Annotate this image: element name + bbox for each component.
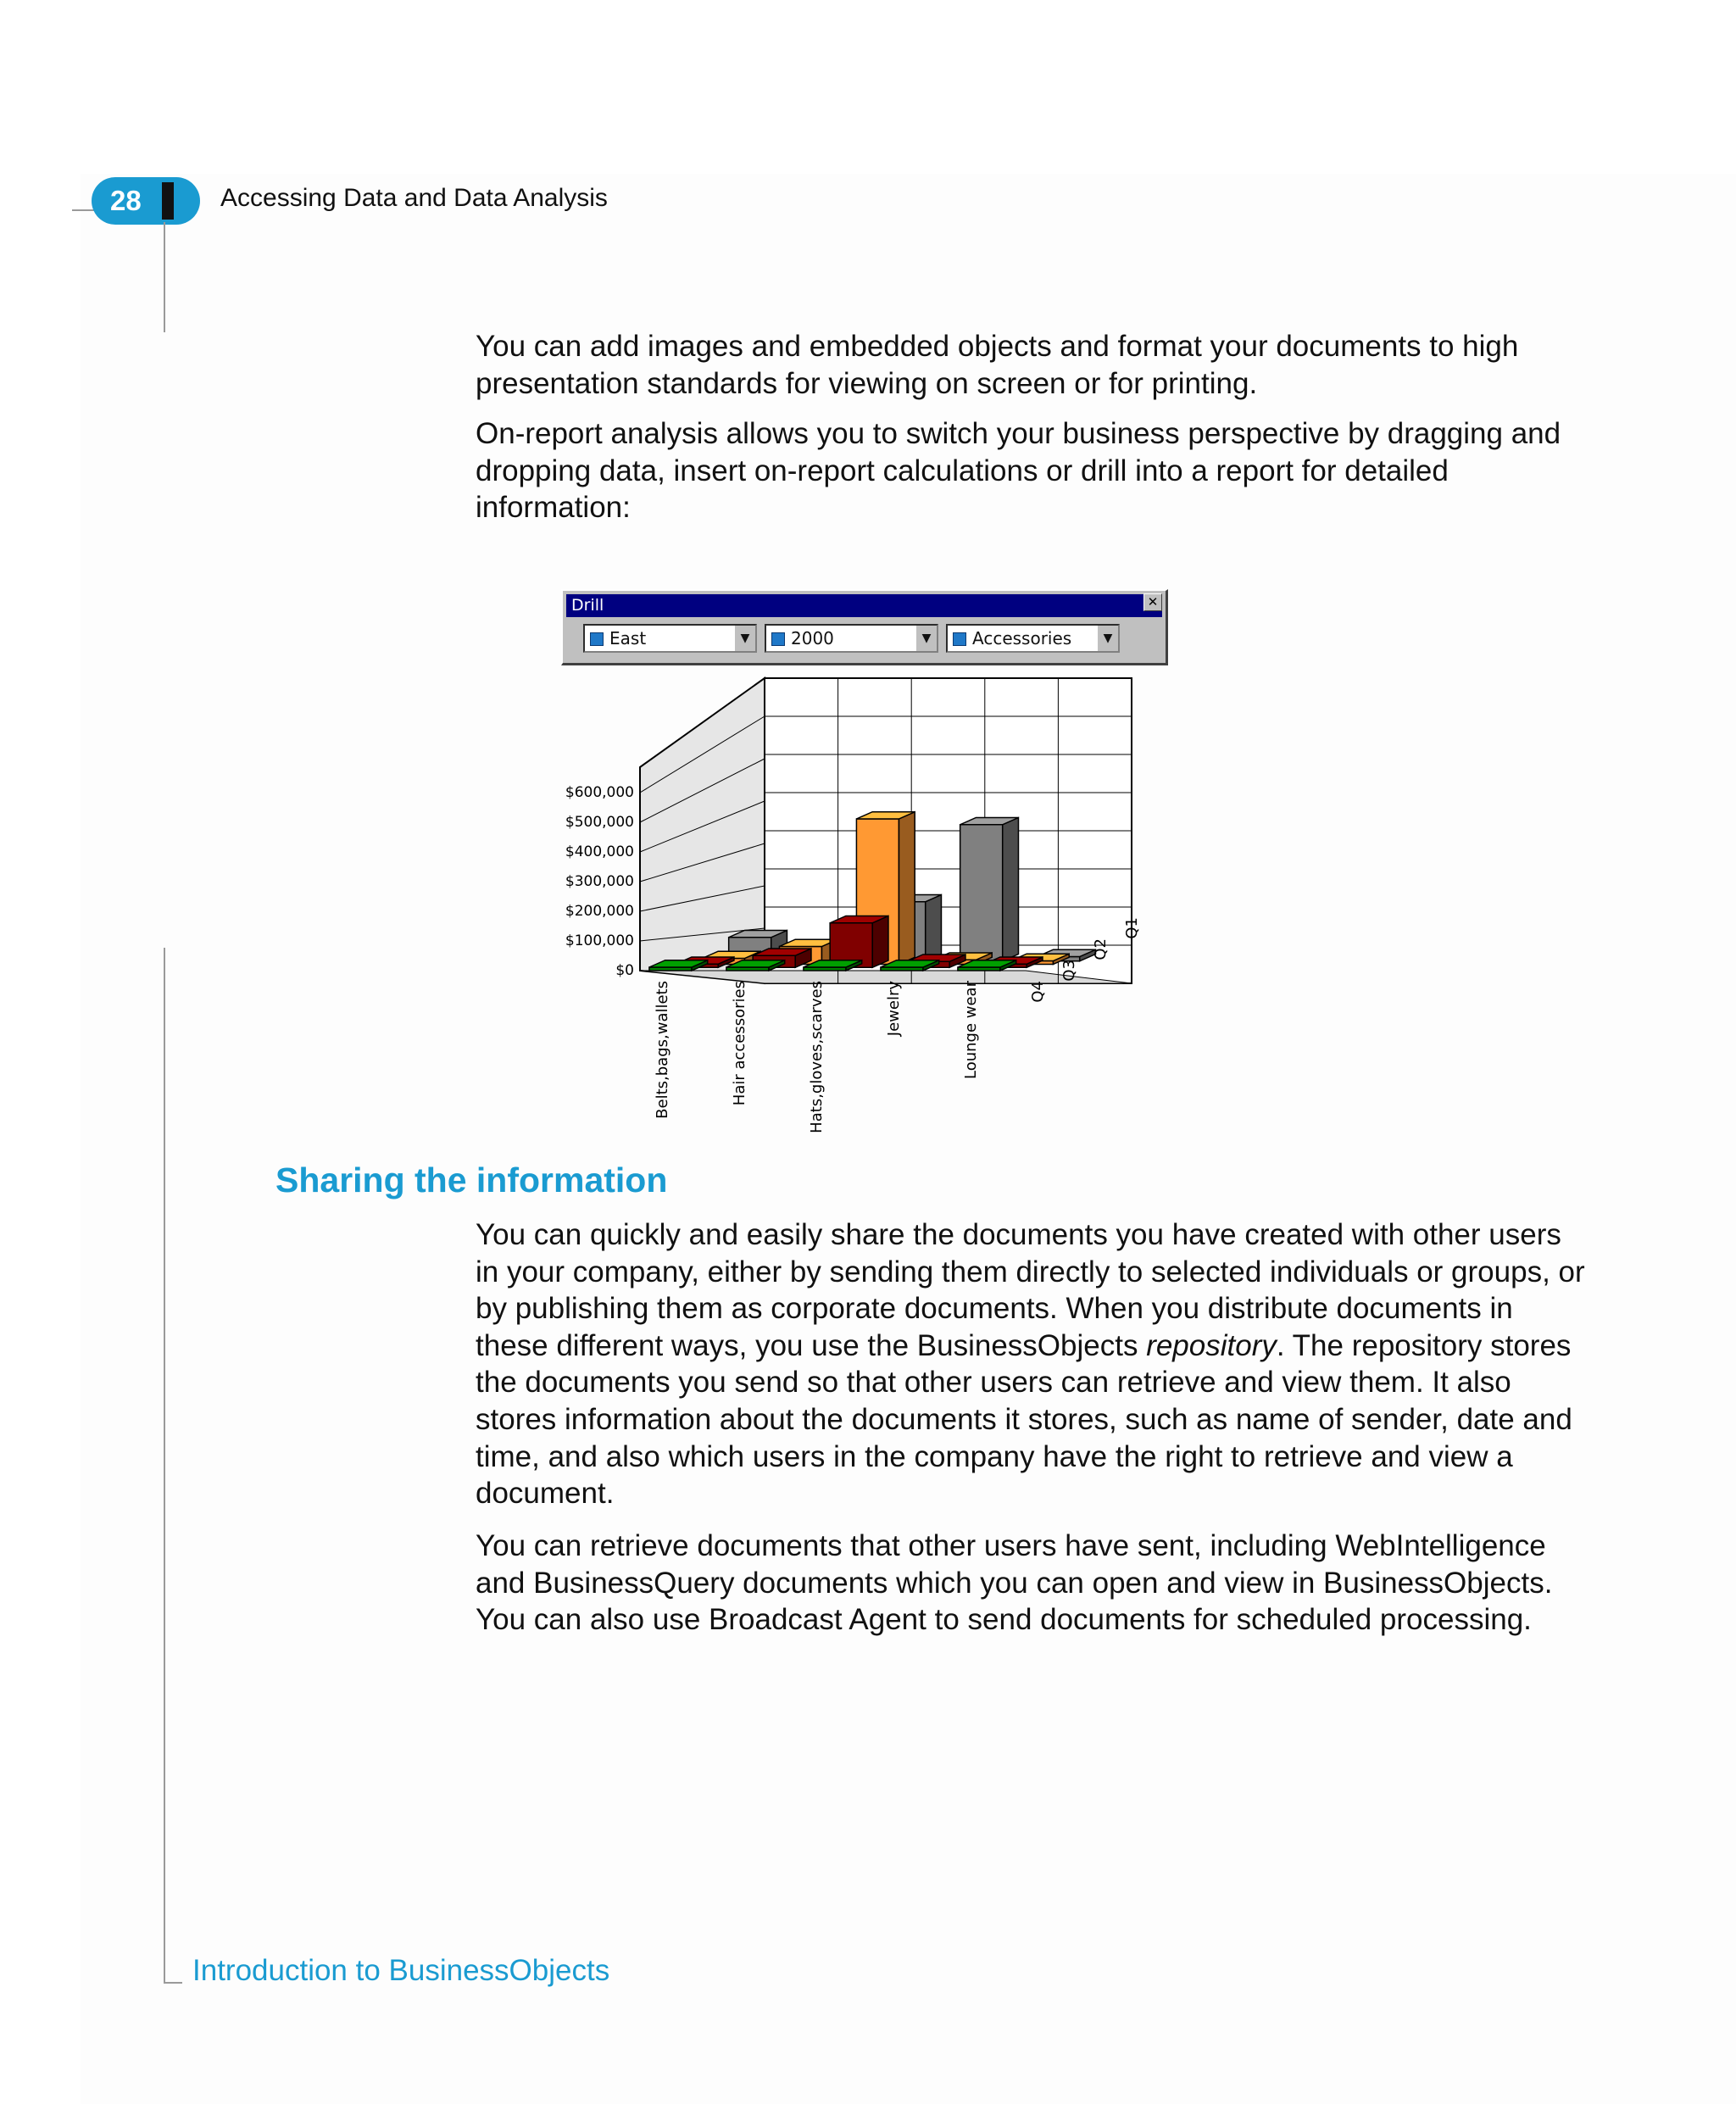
- x-axis-labels: [654, 980, 980, 1133]
- x-tick-label: Hair accessories: [730, 981, 748, 1106]
- drill-filter-region[interactable]: [583, 624, 757, 653]
- margin-rule-top: [164, 222, 165, 332]
- bar-front-face: [960, 825, 1003, 961]
- drill-filter-line[interactable]: [946, 624, 1120, 653]
- page-number: 28: [110, 185, 142, 216]
- bar-side-face: [872, 916, 888, 968]
- y-tick-label: $100,000: [565, 932, 634, 949]
- chevron-down-icon[interactable]: ▼: [1097, 626, 1118, 651]
- page-number-badge: [92, 177, 200, 225]
- page-number-bar: [162, 182, 174, 220]
- depth-tick-label: Q2: [1092, 938, 1110, 960]
- paragraph-on-report-analysis: On-report analysis allows you to switch your business perspective by dragging and dropping data, insert on-report calculations or drill into a report for detailed information:: [476, 417, 1561, 525]
- running-title: Accessing Data and Data Analysis: [220, 184, 608, 212]
- y-tick-label: $300,000: [565, 873, 634, 890]
- drill-filter-region-value: East: [609, 628, 647, 648]
- cube-icon: [590, 632, 604, 646]
- drill-filter-year-value: 2000: [791, 628, 834, 648]
- x-tick-label: Belts,bags,wallets: [653, 981, 671, 1119]
- term-repository: repository: [1146, 1328, 1277, 1362]
- paragraph-sharing: [476, 1216, 1586, 1512]
- footer-rule: [164, 1982, 182, 1984]
- y-tick-label: $600,000: [565, 784, 634, 801]
- depth-tick-label: Q4: [1029, 981, 1047, 1003]
- paragraph-retrieving: You can retrieve documents that other users have sent, including WebIntelligence and BusinessQuery documents which you can open and view in BusinessObjects. You can also use Broadcast Agent to send documents for scheduled processing.: [476, 1529, 1553, 1637]
- drill-title: Drill: [571, 596, 604, 615]
- margin-rule-bottom: [164, 948, 165, 1984]
- drill-chart: [542, 665, 1153, 1144]
- paragraph-images: You can add images and embedded objects and format your documents to high presentation standards for viewing on screen or for printing.: [476, 330, 1519, 400]
- cube-icon: [953, 632, 966, 646]
- bar-q1: [960, 818, 1019, 961]
- footer-book-title: Introduction to BusinessObjects: [192, 1954, 610, 1987]
- chevron-down-icon[interactable]: ▼: [915, 626, 937, 651]
- y-tick-label: $500,000: [565, 814, 634, 831]
- cube-icon: [771, 632, 785, 646]
- y-tick-label: $200,000: [565, 903, 634, 920]
- y-axis-labels: [565, 784, 634, 979]
- chart-svg: [542, 665, 1153, 1140]
- paragraph-sharing-part1: You can quickly and easily share the documents you have created with other users in your company, either by sending them directly to selected individuals or groups, or by publishing them as corporate documents. When you distribute documents in these different ways, you use the BusinessObjects: [476, 1218, 1585, 1362]
- x-tick-label: Lounge wear: [961, 981, 980, 1079]
- chevron-down-icon[interactable]: ▼: [734, 626, 755, 651]
- depth-tick-label: Q1: [1123, 917, 1141, 939]
- close-icon[interactable]: ✕: [1143, 593, 1162, 611]
- depth-tick-label: Q3: [1060, 960, 1078, 982]
- bar-side-face: [1003, 818, 1019, 961]
- drill-filter-year[interactable]: [765, 624, 938, 653]
- bar-side-face: [899, 812, 915, 965]
- x-tick-label: Hats,gloves,scarves: [807, 981, 826, 1133]
- y-tick-label: $0: [615, 962, 634, 979]
- drill-title-bar: [566, 594, 1162, 617]
- bar-side-face: [926, 895, 942, 961]
- paragraph-sharing-part2: . The repository stores the documents you send so that other users can retrieve and view them. It also stores information about the documents it stores, such as name of sender, date and time, and also which users in the company have the right to retrieve and view a document.: [476, 1328, 1572, 1511]
- y-tick-label: $400,000: [565, 843, 634, 860]
- x-tick-label: Jewelry: [884, 981, 903, 1037]
- drill-filter-line-value: Accessories: [972, 628, 1072, 648]
- drill-toolbar: [561, 589, 1168, 665]
- section-heading-sharing: Sharing the information: [275, 1161, 668, 1200]
